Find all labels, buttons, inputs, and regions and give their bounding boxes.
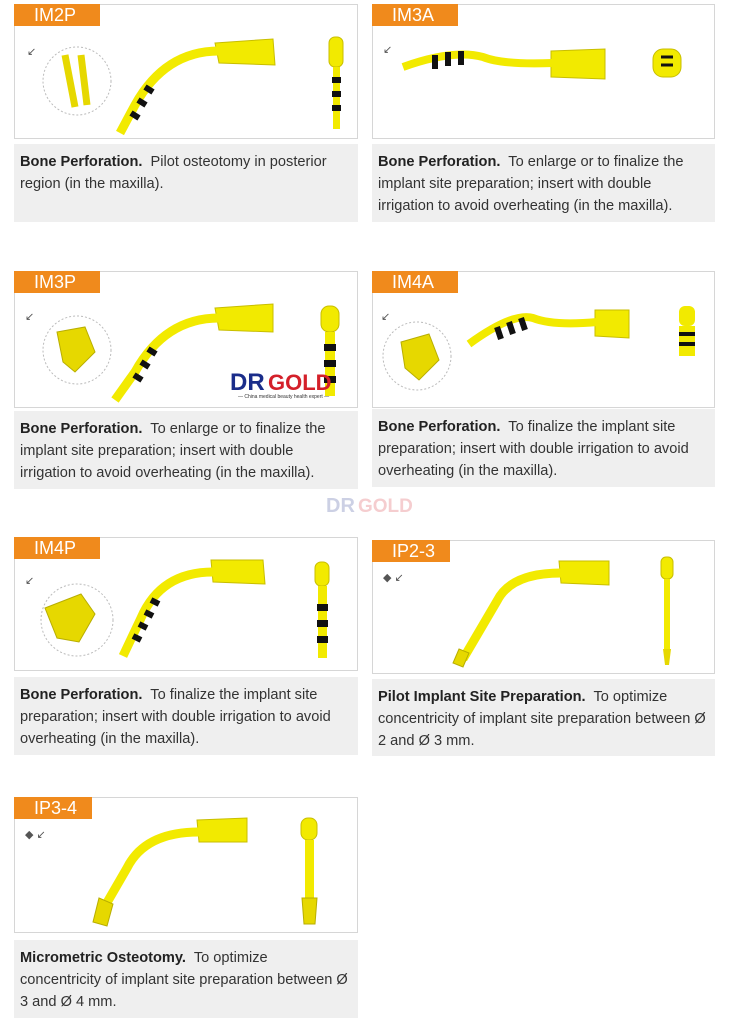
usage-icons: ↙ bbox=[25, 575, 35, 587]
product-description bbox=[372, 144, 715, 222]
svg-text:— China medical beauty health: — China medical beauty health expert — bbox=[238, 394, 330, 400]
usage-icons: ◆ ↙ bbox=[383, 572, 404, 584]
product-description bbox=[14, 144, 358, 222]
usage-icons: ◆ ↙ bbox=[25, 829, 46, 841]
product-description bbox=[372, 409, 715, 487]
description-text: To enlarge or to finalize the implant site preparation; insert with double irrigation to avoid overheating (in the maxilla). bbox=[378, 154, 684, 214]
drgold-logo-faint bbox=[326, 492, 426, 522]
product-code-tag: IM2P bbox=[14, 4, 100, 26]
description-title: Bone Perforation. bbox=[378, 154, 501, 170]
product-code-tag: IM4A bbox=[372, 271, 458, 293]
drgold-logo bbox=[230, 366, 345, 400]
description-text: To optimize concentricity of implant site preparation between Ø 2 and Ø 3 mm. bbox=[378, 689, 706, 749]
usage-icons: ↙ bbox=[381, 311, 391, 323]
brand-watermark-logo bbox=[230, 366, 345, 400]
description-title: Pilot Implant Site Preparation. bbox=[378, 689, 586, 705]
product-code-tag: IM3P bbox=[14, 271, 100, 293]
product-description bbox=[372, 679, 715, 756]
product-description bbox=[14, 940, 358, 1018]
description-title: Bone Perforation. bbox=[20, 687, 143, 703]
product-code-tag: IP2-3 bbox=[372, 540, 450, 562]
usage-icons: ↙ bbox=[383, 44, 393, 56]
product-code-tag: IM3A bbox=[372, 4, 458, 26]
description-text: To optimize concentricity of implant site preparation between Ø 3 and Ø 4 mm. bbox=[20, 950, 348, 1010]
svg-text:GOLD: GOLD bbox=[268, 370, 332, 395]
usage-icons: ↙ bbox=[25, 311, 35, 323]
description-text: To finalize the implant site preparation; insert with double irrigation to avoid overheating (in the maxilla). bbox=[20, 687, 331, 747]
svg-text:DR: DR bbox=[230, 369, 265, 396]
description-title: Bone Perforation. bbox=[20, 421, 143, 437]
product-code-tag: IP3-4 bbox=[14, 797, 92, 819]
usage-icons: ↙ bbox=[27, 46, 37, 58]
brand-watermark-faint bbox=[326, 492, 426, 522]
product-description bbox=[14, 677, 358, 755]
description-text: Pilot osteotomy in posterior region (in the maxilla). bbox=[20, 154, 327, 192]
description-text: To finalize the implant site preparation; insert with double irrigation to avoid overheating (in the maxilla). bbox=[378, 419, 689, 479]
description-title: Bone Perforation. bbox=[20, 154, 143, 170]
description-text: To enlarge or to finalize the implant site preparation; insert with double irrigation to avoid overheating (in the maxilla). bbox=[20, 421, 326, 481]
svg-text:DR: DR bbox=[326, 495, 355, 517]
description-title: Micrometric Osteotomy. bbox=[20, 950, 186, 966]
product-code-tag: IM4P bbox=[14, 537, 100, 559]
svg-text:GOLD: GOLD bbox=[358, 496, 413, 517]
description-title: Bone Perforation. bbox=[378, 419, 501, 435]
product-description bbox=[14, 411, 358, 489]
